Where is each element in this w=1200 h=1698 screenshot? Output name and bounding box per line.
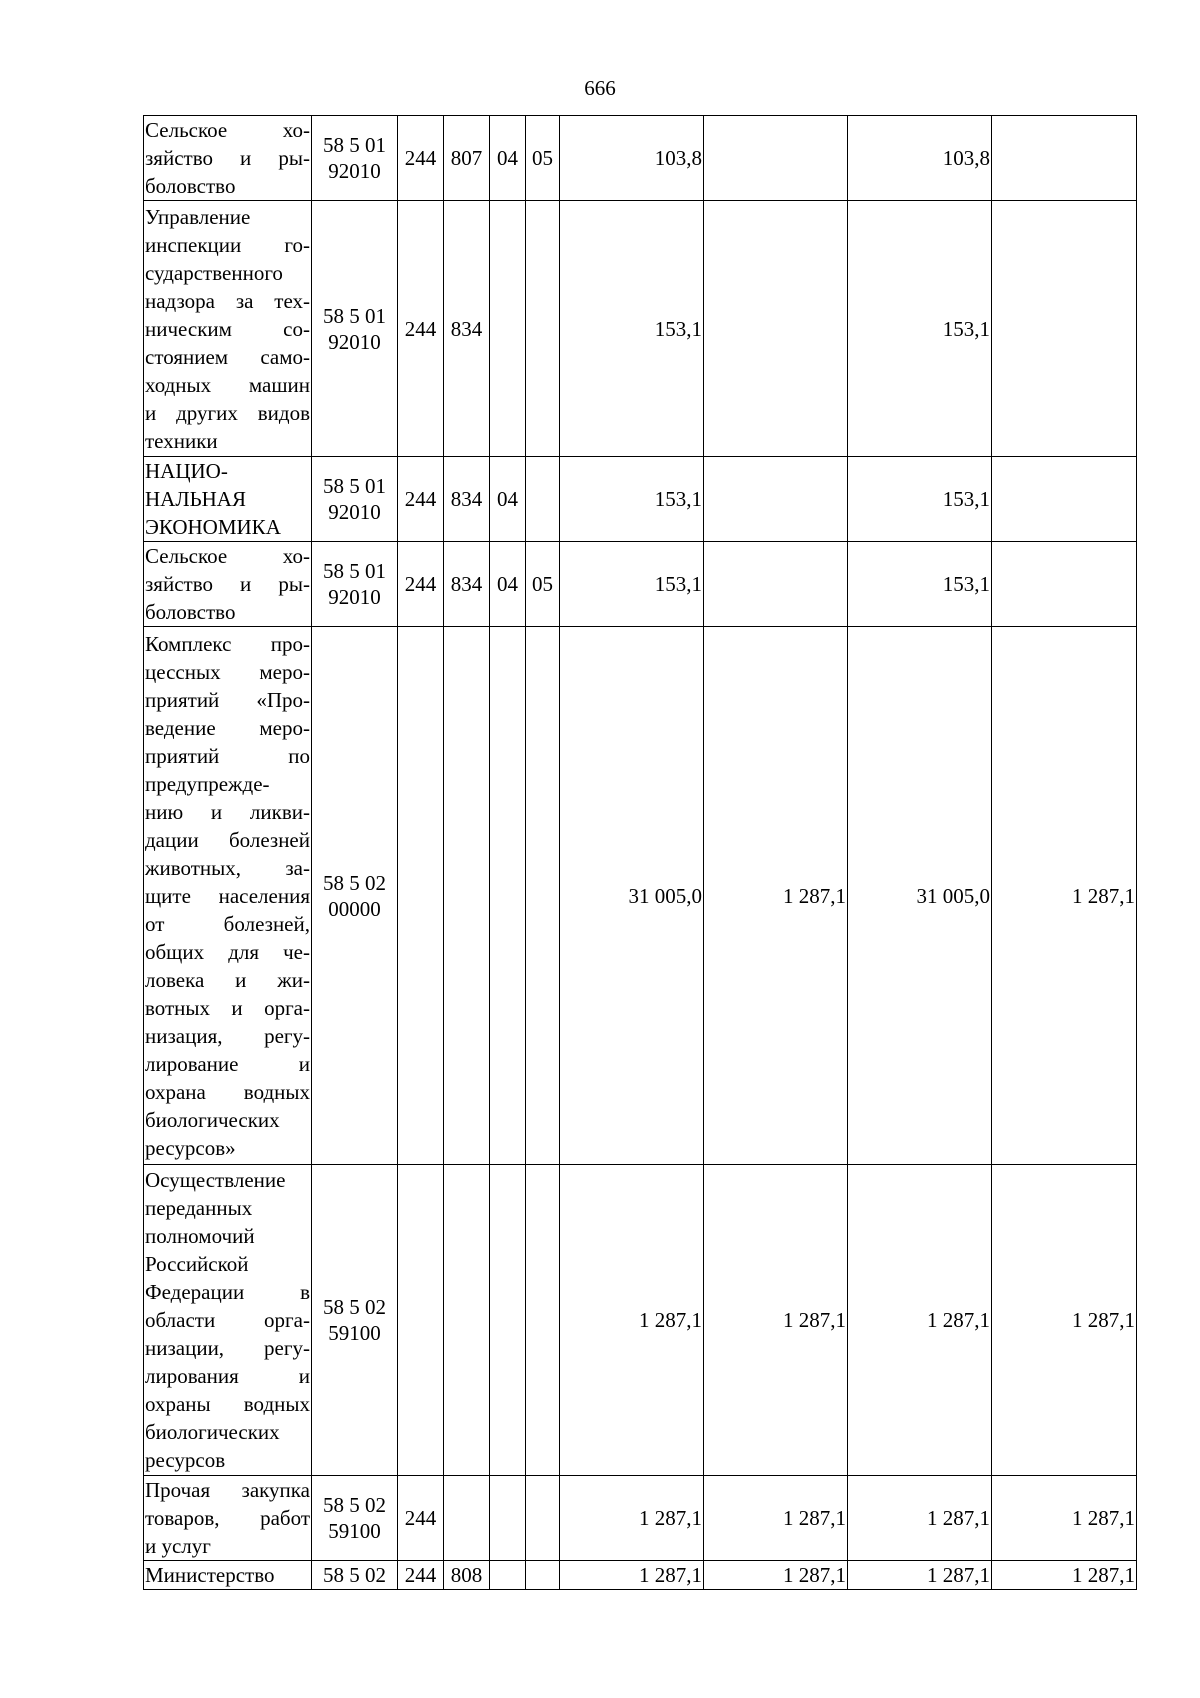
row-name-line: боловство bbox=[145, 600, 236, 624]
row-name bbox=[144, 1561, 312, 1590]
section-code bbox=[490, 627, 526, 1165]
row-name-line: инспекции го- bbox=[145, 232, 310, 257]
row-name-line: общих для че- bbox=[145, 939, 310, 964]
section-code bbox=[490, 1476, 526, 1561]
row-name bbox=[144, 1476, 312, 1561]
amount-year1-subvention: 1 287,1 bbox=[704, 627, 848, 1165]
amount-year1-subvention bbox=[704, 116, 848, 201]
row-name-line: Комплекс про- bbox=[145, 631, 310, 656]
amount-year1: 103,8 bbox=[560, 116, 704, 201]
row-name-line: дации болезней bbox=[145, 827, 310, 852]
subsection-code: 05 bbox=[526, 116, 560, 201]
target-article-code: 58 5 01 92010 bbox=[312, 201, 398, 457]
expense-type-code: 244 bbox=[398, 542, 444, 627]
row-name-line: ведение меро- bbox=[145, 715, 310, 740]
row-name-line: приятий по bbox=[145, 743, 310, 768]
section-code: 04 bbox=[490, 457, 526, 542]
amount-year1: 31 005,0 bbox=[560, 627, 704, 1165]
subsection-code: 05 bbox=[526, 542, 560, 627]
amount-year2-subvention bbox=[992, 116, 1137, 201]
amount-year2: 153,1 bbox=[848, 201, 992, 457]
amount-year2: 153,1 bbox=[848, 457, 992, 542]
amount-year1-subvention: 1 287,1 bbox=[704, 1561, 848, 1590]
row-name-line: Прочая закупка bbox=[145, 1478, 310, 1502]
table-row bbox=[144, 542, 1137, 627]
row-name-line: Федерации в bbox=[145, 1280, 310, 1304]
row-name bbox=[144, 457, 312, 542]
row-name-line: низация, регу- bbox=[145, 1023, 310, 1048]
amount-year2: 1 287,1 bbox=[848, 1561, 992, 1590]
row-name-line: щите населения bbox=[145, 883, 310, 908]
row-name-line: биологических bbox=[145, 1107, 280, 1132]
row-name-line: НАЛЬНАЯ bbox=[145, 487, 246, 511]
row-name-line: НАЦИО- bbox=[145, 459, 228, 483]
row-name-line: Министерство bbox=[145, 1563, 275, 1587]
section-code: 04 bbox=[490, 542, 526, 627]
row-name-line: цессных меро- bbox=[145, 659, 310, 684]
subsection-code bbox=[526, 201, 560, 457]
ministry-code bbox=[444, 627, 490, 1165]
section-code: 04 bbox=[490, 116, 526, 201]
row-name-line: охраны водных bbox=[145, 1392, 310, 1416]
amount-year1: 153,1 bbox=[560, 542, 704, 627]
row-name-line: предупрежде- bbox=[145, 771, 270, 796]
table-row bbox=[144, 116, 1137, 201]
subsection-code bbox=[526, 1165, 560, 1476]
row-name-line: Российской bbox=[145, 1252, 249, 1276]
ministry-code bbox=[444, 1476, 490, 1561]
row-name-line: боловство bbox=[145, 174, 236, 198]
row-name bbox=[144, 116, 312, 201]
row-name-line: низации, регу- bbox=[145, 1336, 310, 1360]
expense-type-code: 244 bbox=[398, 201, 444, 457]
row-name-line: зяйство и ры- bbox=[145, 572, 310, 596]
target-article-code: 58 5 01 92010 bbox=[312, 542, 398, 627]
target-article-code: 58 5 01 92010 bbox=[312, 457, 398, 542]
row-name-line: биологических bbox=[145, 1420, 280, 1444]
amount-year2: 31 005,0 bbox=[848, 627, 992, 1165]
row-name-line: товаров, работ bbox=[145, 1506, 310, 1530]
ministry-code: 834 bbox=[444, 457, 490, 542]
subsection-code bbox=[526, 457, 560, 542]
amount-year2-subvention: 1 287,1 bbox=[992, 1476, 1137, 1561]
amount-year1-subvention bbox=[704, 457, 848, 542]
amount-year1: 153,1 bbox=[560, 457, 704, 542]
row-name-line: Управление bbox=[145, 204, 251, 229]
row-name-line: ЭКОНОМИКА bbox=[145, 515, 281, 539]
row-name-line: охрана водных bbox=[145, 1079, 310, 1104]
expense-type-code: 244 bbox=[398, 457, 444, 542]
ministry-code: 807 bbox=[444, 116, 490, 201]
amount-year1: 1 287,1 bbox=[560, 1561, 704, 1590]
row-name-line: переданных bbox=[145, 1196, 253, 1220]
target-article-code: 58 5 02 59100 bbox=[312, 1476, 398, 1561]
subsection-code bbox=[526, 1561, 560, 1590]
amount-year2-subvention: 1 287,1 bbox=[992, 1561, 1137, 1590]
section-code bbox=[490, 1561, 526, 1590]
row-name-line: области орга- bbox=[145, 1308, 310, 1332]
table-row bbox=[144, 1165, 1137, 1476]
amount-year2-subvention bbox=[992, 542, 1137, 627]
target-article-code: 58 5 02 bbox=[312, 1561, 398, 1590]
row-name-line: нию и ликви- bbox=[145, 799, 310, 824]
table-row bbox=[144, 1476, 1137, 1561]
expense-type-code bbox=[398, 627, 444, 1165]
ministry-code: 834 bbox=[444, 201, 490, 457]
row-name-line: сударственного bbox=[145, 260, 283, 285]
section-code bbox=[490, 1165, 526, 1476]
subsection-code bbox=[526, 1476, 560, 1561]
amount-year2-subvention: 1 287,1 bbox=[992, 1165, 1137, 1476]
ministry-code bbox=[444, 1165, 490, 1476]
amount-year2: 103,8 bbox=[848, 116, 992, 201]
target-article-code: 58 5 02 00000 bbox=[312, 627, 398, 1165]
amount-year1: 153,1 bbox=[560, 201, 704, 457]
amount-year2-subvention bbox=[992, 457, 1137, 542]
row-name-line: Осуществление bbox=[145, 1168, 286, 1192]
amount-year2: 1 287,1 bbox=[848, 1165, 992, 1476]
row-name-line: ническим со- bbox=[145, 316, 310, 341]
expense-type-code bbox=[398, 1165, 444, 1476]
ministry-code: 808 bbox=[444, 1561, 490, 1590]
row-name-line: и других видов bbox=[145, 400, 310, 425]
page-number: 666 bbox=[584, 76, 616, 100]
row-name-line: ресурсов» bbox=[145, 1135, 236, 1160]
amount-year1-subvention: 1 287,1 bbox=[704, 1165, 848, 1476]
target-article-code: 58 5 02 59100 bbox=[312, 1165, 398, 1476]
row-name-line: Сельское хо- bbox=[145, 544, 310, 568]
row-name-line: вотных и орга- bbox=[145, 995, 310, 1020]
row-name-line: ловека и жи- bbox=[145, 967, 310, 992]
amount-year2-subvention: 1 287,1 bbox=[992, 627, 1137, 1165]
row-name-line: ресурсов bbox=[145, 1448, 226, 1472]
row-name-line: Сельское хо- bbox=[145, 118, 310, 142]
row-name-line: и услуг bbox=[145, 1534, 211, 1558]
amount-year1: 1 287,1 bbox=[560, 1165, 704, 1476]
amount-year1-subvention: 1 287,1 bbox=[704, 1476, 848, 1561]
row-name bbox=[144, 542, 312, 627]
amount-year1: 1 287,1 bbox=[560, 1476, 704, 1561]
row-name bbox=[144, 627, 312, 1165]
amount-year1-subvention bbox=[704, 201, 848, 457]
table-row bbox=[144, 457, 1137, 542]
row-name-line: надзора за тех- bbox=[145, 288, 310, 313]
row-name-line: стоянием само- bbox=[145, 344, 310, 369]
row-name-line: лирование и bbox=[145, 1051, 310, 1076]
amount-year1-subvention bbox=[704, 542, 848, 627]
row-name-line: приятий «Про- bbox=[145, 687, 310, 712]
row-name-line: лирования и bbox=[145, 1364, 310, 1388]
row-name bbox=[144, 201, 312, 457]
row-name-line: полномочий bbox=[145, 1224, 255, 1248]
table-row bbox=[144, 1561, 1137, 1590]
amount-year2: 1 287,1 bbox=[848, 1476, 992, 1561]
subsection-code bbox=[526, 627, 560, 1165]
row-name-line: зяйство и ры- bbox=[145, 146, 310, 170]
amount-year2-subvention bbox=[992, 201, 1137, 457]
row-name-line: от болезней, bbox=[145, 911, 310, 936]
row-name-line: ходных машин bbox=[145, 372, 310, 397]
table-row bbox=[144, 201, 1137, 457]
budget-table bbox=[143, 115, 1137, 1590]
row-name bbox=[144, 1165, 312, 1476]
target-article-code: 58 5 01 92010 bbox=[312, 116, 398, 201]
section-code bbox=[490, 201, 526, 457]
table-body bbox=[144, 116, 1137, 1590]
row-name-line: животных, за- bbox=[145, 855, 310, 880]
table-row bbox=[144, 627, 1137, 1165]
expense-type-code: 244 bbox=[398, 1561, 444, 1590]
amount-year2: 153,1 bbox=[848, 542, 992, 627]
expense-type-code: 244 bbox=[398, 1476, 444, 1561]
row-name-line: техники bbox=[145, 428, 218, 453]
expense-type-code: 244 bbox=[398, 116, 444, 201]
ministry-code: 834 bbox=[444, 542, 490, 627]
